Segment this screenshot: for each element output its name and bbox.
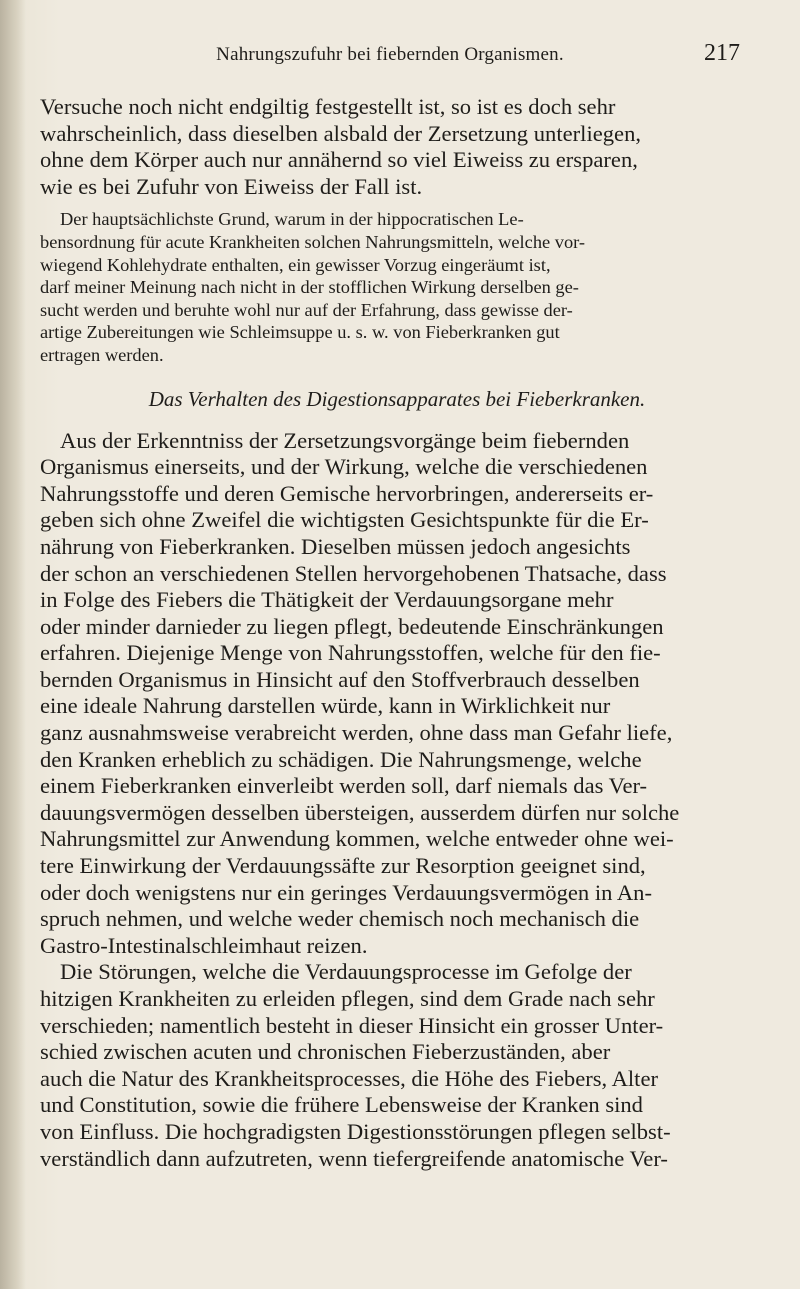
text-line: eine ideale Nahrung darstellen würde, kann in Wirklichkeit nur [40, 693, 611, 719]
text-line: Gastro-Intestinalschleimhaut reizen. [40, 932, 368, 958]
text-line: und Constitution, sowie die frühere Lebensweise der Kranken sind [40, 1092, 643, 1118]
text-line: schied zwischen acuten und chronischen Fieberzuständen, aber [40, 1039, 611, 1065]
text-line: den Kranken erheblich zu schädigen. Die Nahrungsmenge, welche [40, 746, 642, 772]
text-line: Versuche noch nicht endgiltig festgestellt ist, so ist es doch sehr [40, 94, 616, 119]
text-line: bensordnung für acute Krankheiten solchen Nahrungsmitteln, welche vor- [40, 231, 586, 252]
text-line: wahrscheinlich, dass dieselben alsbald der Zersetzung unterliegen, [40, 120, 642, 146]
text-line: Nahrungsstoffe und deren Gemische hervorbringen, andererseits er- [40, 480, 654, 506]
page-number: 217 [704, 40, 740, 66]
text-line: artige Zubereitungen wie Schleimsuppe u. s. w. von Fieberkranken gut [40, 322, 560, 343]
text-line: ohne dem Körper auch nur annähernd so viel Eiweiss zu ersparen, [40, 147, 638, 173]
text-line: oder minder darnieder zu liegen pflegt, bedeutende Einschränkungen [40, 613, 664, 639]
text-line: sucht werden und beruhte wohl nur auf der Erfahrung, dass gewisse der- [40, 299, 573, 320]
text-line: nährung von Fieberkranken. Dieselben müssen jedoch angesichts [40, 533, 631, 559]
text-line: von Einfluss. Die hochgradigsten Digestionsstörungen pflegen selbst- [40, 1118, 671, 1144]
text-line: spruch nehmen, und welche weder chemisch noch mechanisch die [40, 906, 640, 932]
page-body [40, 94, 740, 1172]
text-line: Organismus einerseits, und der Wirkung, welche die verschiedenen [40, 454, 648, 480]
text-line: Aus der Erkenntniss der Zersetzungsvorgänge beim fiebernden [60, 427, 630, 453]
text-line: einem Fieberkranken einverleibt werden soll, darf niemals das Ver- [40, 773, 648, 799]
text-line: darf meiner Meinung nach nicht in der stofflichen Wirkung derselben ge- [40, 277, 579, 298]
binding-gutter [0, 0, 26, 1289]
text-line: auch die Natur des Krankheitsprocesses, die Höhe des Fiebers, Alter [40, 1065, 659, 1091]
paragraph-small-print [40, 208, 740, 366]
running-head: Nahrungszufuhr bei fiebernden Organismen. [216, 44, 564, 65]
text-line: in Folge des Fiebers die Thätigkeit der Verdauungsorgane mehr [40, 587, 614, 613]
text-line: wie es bei Zufuhr von Eiweiss der Fall ist. [40, 173, 423, 199]
page-header [40, 40, 740, 74]
text-line: Die Störungen, welche die Verdauungsprocesse im Gefolge der [60, 959, 632, 985]
text-line: wiegend Kohlehydrate enthalten, ein gewisser Vorzug eingeräumt ist, [40, 254, 551, 275]
paragraph-continuation [40, 94, 740, 200]
text-line: hitzigen Krankheiten zu erleiden pflegen, sind dem Grade nach sehr [40, 986, 655, 1011]
text-line: der schon an verschiedenen Stellen hervorgehobenen Thatsache, dass [40, 560, 667, 586]
text-line: geben sich ohne Zweifel die wichtigsten Gesichtspunkte für die Er- [40, 507, 649, 533]
text-line: tere Einwirkung der Verdauungssäfte zur Resorption geeignet sind, [40, 853, 646, 879]
paragraph-main [40, 959, 740, 1172]
text-line: Der hauptsächlichste Grund, warum in der hippocratischen Le- [60, 209, 524, 230]
section-heading: Das Verhalten des Digestionsapparates bei Fieberkranken. [148, 386, 646, 411]
text-line: verschieden; namentlich besteht in dieser Hinsicht ein grosser Unter- [40, 1012, 664, 1038]
text-line: ertragen werden. [40, 344, 164, 365]
text-line: oder doch wenigstens nur ein geringes Verdauungsvermögen in An- [40, 879, 652, 905]
text-line: erfahren. Diejenige Menge von Nahrungsstoffen, welche für den fie- [40, 640, 661, 666]
text-line: bernden Organismus in Hinsicht auf den Stoffverbrauch desselben [40, 666, 640, 692]
text-line: ganz ausnahmsweise verabreicht werden, ohne dass man Gefahr liefe, [40, 720, 673, 746]
text-line: dauungsvermögen desselben übersteigen, ausserdem dürfen nur solche [40, 799, 680, 825]
text-line: verständlich dann aufzutreten, wenn tiefergreifende anatomische Ver- [40, 1145, 668, 1171]
paragraph-main [40, 428, 740, 960]
text-line: Nahrungsmittel zur Anwendung kommen, welche entweder ohne wei- [40, 826, 674, 852]
